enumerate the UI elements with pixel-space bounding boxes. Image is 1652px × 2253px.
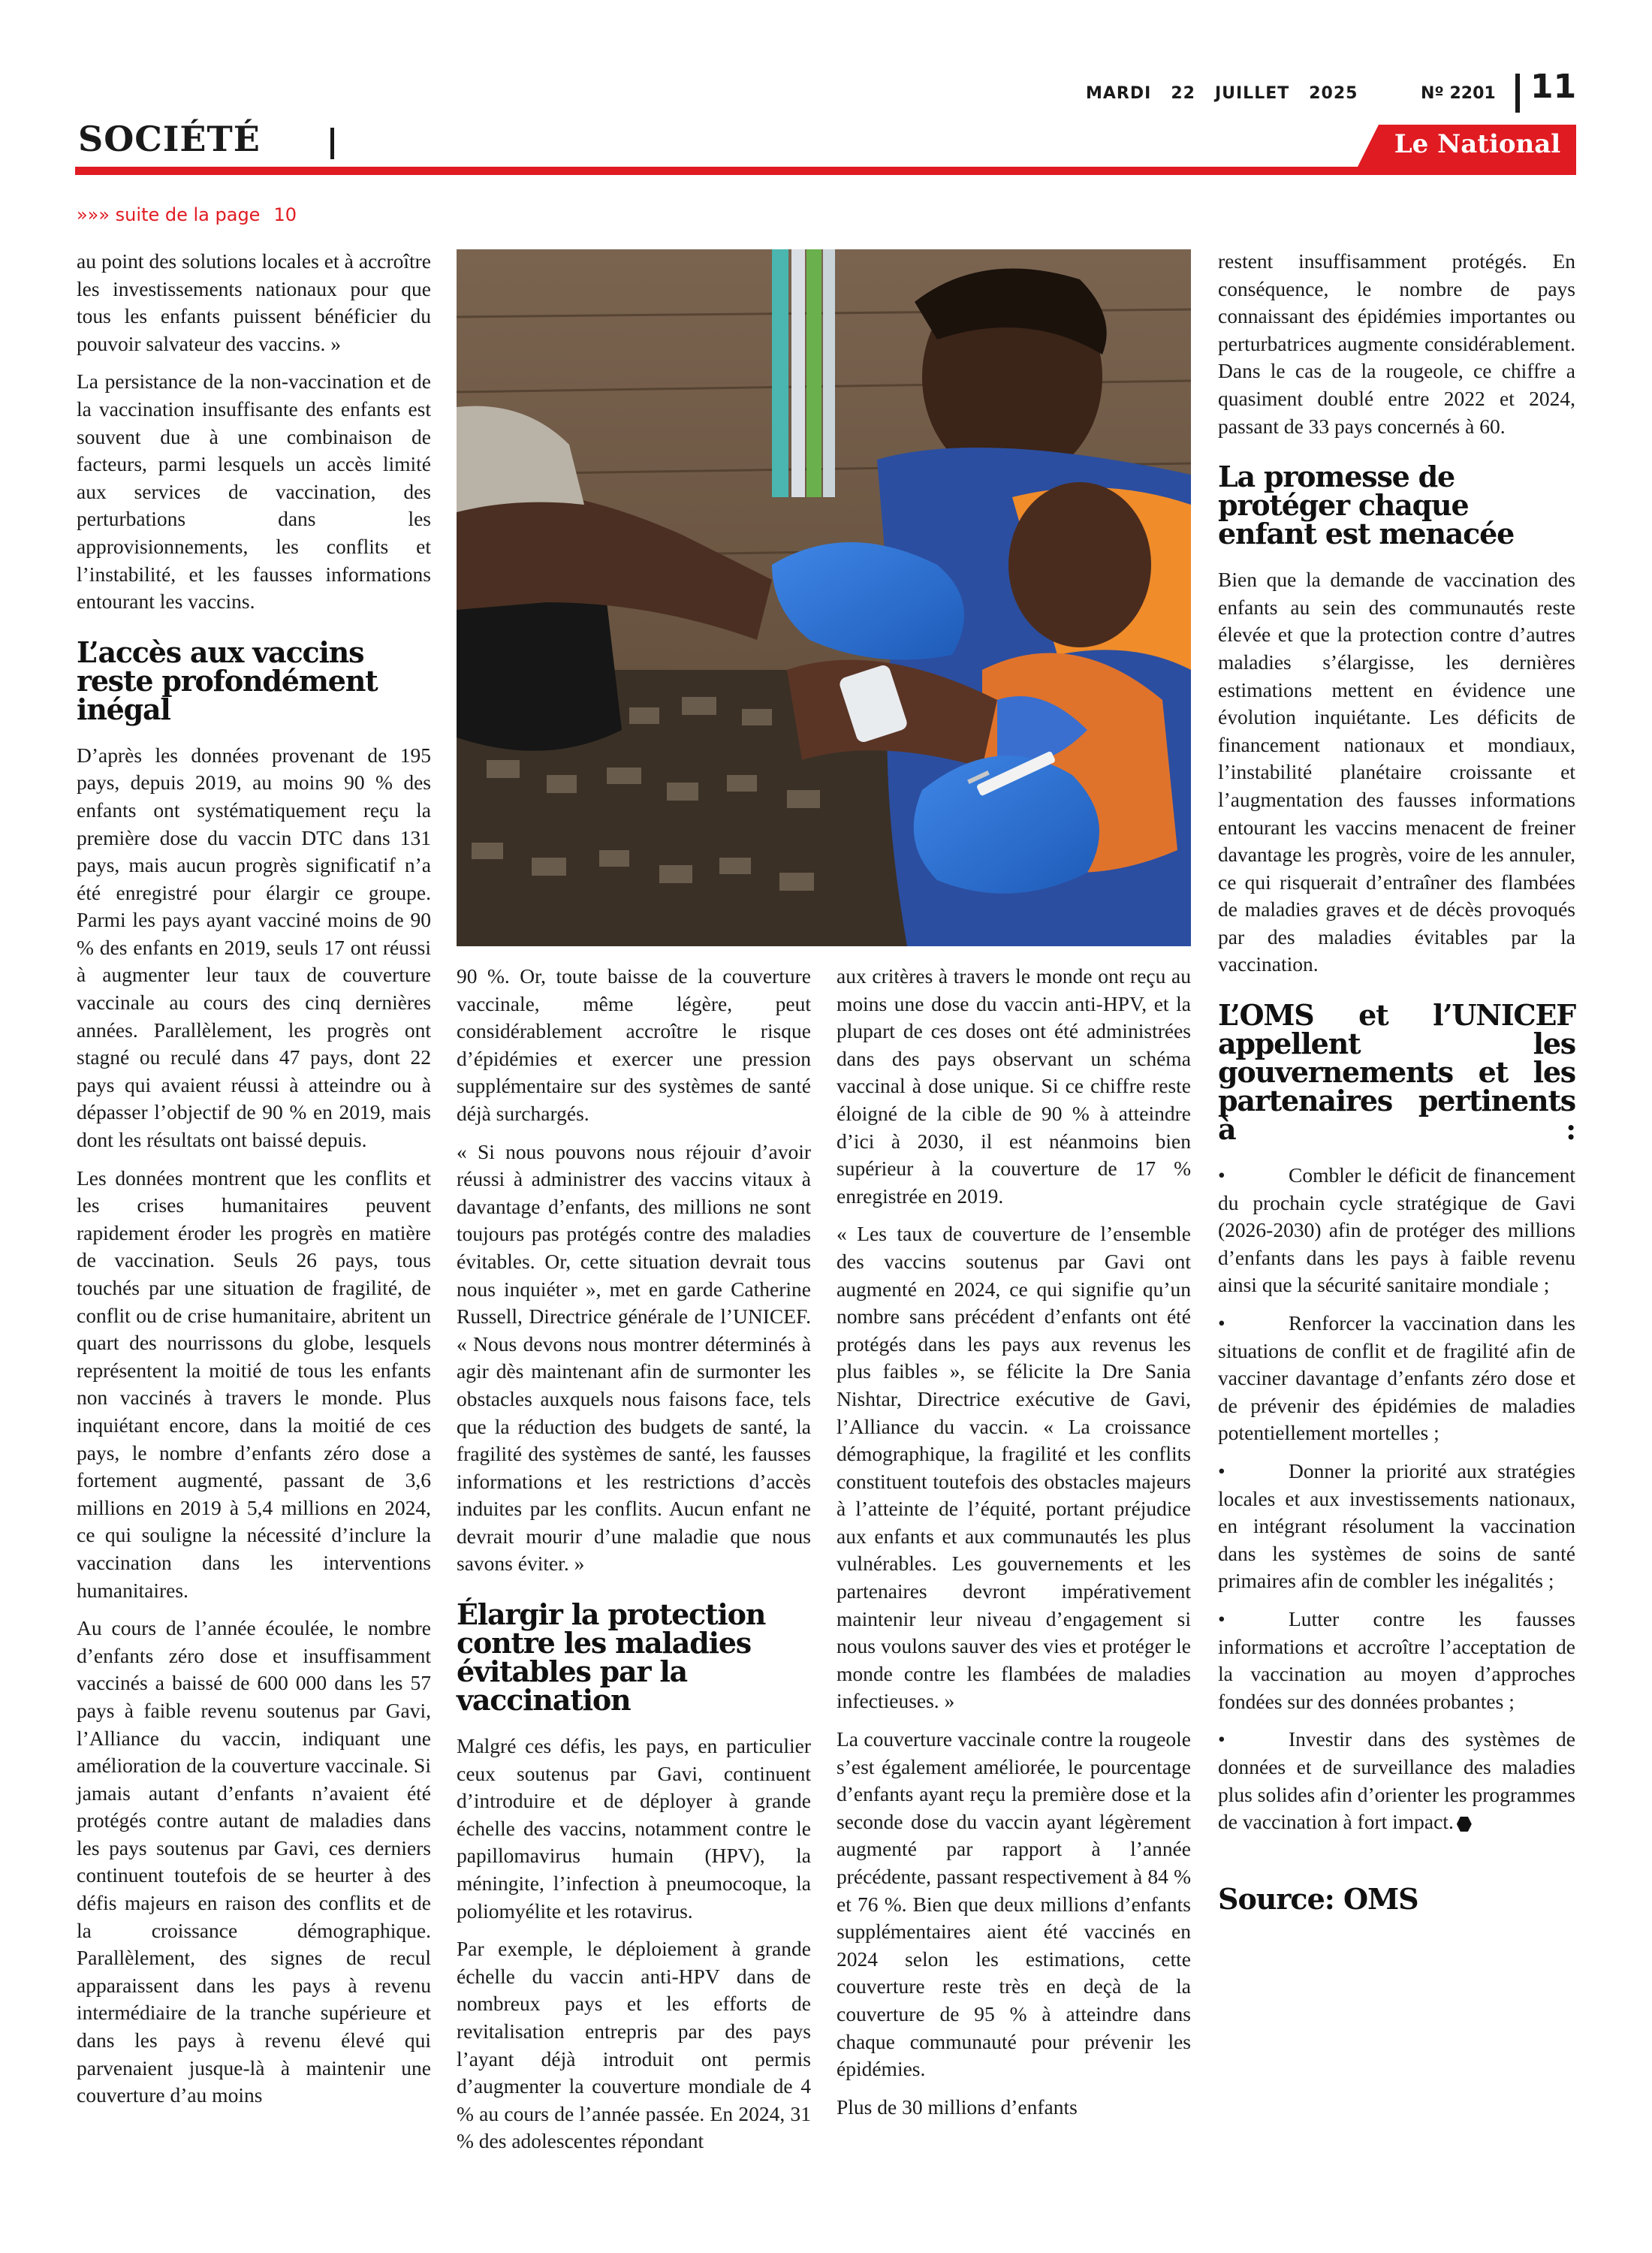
issue-number: Nº 2201 [1421,84,1496,103]
paragraph: Les données montrent que les conflits et les crises humanitaires peuvent rapidement éroder les progrès en matière de vaccination. Seuls 26 pays, tous touchés par une situation de fragilité, de conflit ou de crise humanitaire, abritent un quart des nourrissons du globe, lesquels représentent la moitié de tous les enfants non vaccinés à travers le monde. Plus inquiétant encore, dans la moitié de ces pays, le nombre d’enfants zéro dose a fortement augmenté, passant de 3,6 millions en 2019 à 5,4 millions en 2024, ce qui souligne la nécessité d’inclure la vaccination dans les interventions humanitaires. [77,1166,431,1602]
date-year: 2025 [1309,84,1358,103]
column-1 [77,248,431,2120]
column-4 [1218,248,1575,1916]
list-item-text: Combler le déficit de financement du prochain cycle stratégique de Gavi (2026-2030) afin de protéger des millions d’enfants dans les pays à faible revenu ainsi que la sécurité sanitaire mondiale ; [1218,1163,1575,1297]
paragraph: aux critères à travers le monde ont reçu au moins une dose du vaccin anti-HPV, et la plupart de ces doses ont été administrées dans des pays observant un schéma vaccinal à dose unique. Si ce chiffre reste éloigné de la cible de 90 % à atteindre d’ici à 2030, il est néanmoins bien supérieur à la couverture de 17 % enregistrée en 2019. [837,964,1191,1208]
list-item-text: Investir dans des systèmes de données et de surveillance des maladies plus solides afin d’orienter les programmes de vaccination à fort impact. [1218,1727,1575,1834]
article-photo [457,249,1191,946]
paragraph: La persistance de la non-vaccination et de la vaccination insuffisante des enfants est souvent due à une combinaison de facteurs, parmi lesquels un accès limité aux services de vaccination, des perturbations dans les approvisionnements, les conflits et l’instabilité, et les fausses informations entourant les vaccins. [77,369,431,614]
list-item-text: Lutter contre les fausses informations et accroître l’acceptation de la vaccination au moyen d’approches fondées sur des données probantes ; [1218,1606,1575,1713]
list-item-text: Donner la priorité aux stratégies locales et aux investissements nationaux, en intégrant résolument la vaccination dans les systèmes de soins de santé primaires afin de combler les inégalités ; [1218,1459,1575,1593]
paragraph: restent insuffisamment protégés. En conséquence, le nombre de pays connaissant des épidémies importantes ou perturbatrices augmente considérablement. Dans le cas de la rougeole, ce chiffre a quasiment doublé entre 2022 et 2024, passant de 33 pays concernés à 60. [1218,249,1575,438]
section-divider [330,128,334,159]
continued-label: »»» suite de la page [77,204,261,225]
subheading-oms-unicef-call: L’OMS et l’UNICEF appellent les gouvernements et les partenaires pertinents à : [1218,998,1575,1147]
vaccination-photo-illustration [457,249,1191,946]
paragraph: Malgré ces défis, les pays, en particulier ceux soutenus par Gavi, continuent d’introduire et de déployer à grande échelle des vaccins, notamment contre le papillomavirus humain (HPV), la méningite, l’infection à pneumocoque, la poliomyélite et les rotavirus. [457,1734,811,1923]
date-month: JUILLET [1214,84,1290,103]
date-number: 22 [1171,84,1195,103]
page-number-divider [1515,74,1520,113]
subheading-vaccine-access: L’accès aux vaccins reste profondément inégal [77,635,378,726]
paragraph: Par exemple, le déploiement à grande échelle du vaccin anti-HPV dans de nombreux pays et les efforts de revitalisation entrepris par des pays l’ayant déjà introduit ont permis d’augmenter la couverture mondiale de 4 % au cours de l’année passée. En 2024, 31 % des adolescentes répondant [457,1937,811,2153]
column-2 [457,963,811,2166]
continued-page: 10 [273,204,297,225]
bullet-icon: • [1218,1727,1225,1751]
bullet-icon: • [1218,1459,1225,1482]
page-number: 11 [1530,68,1577,106]
article-source: Source: OMS [1218,1881,1418,1916]
list-item [1218,1458,1575,1595]
paragraph: Bien que la demande de vaccination des enfants au sein des communautés reste élevée et que la protection contre d’autres maladies s’élargisse, les dernières estimations mettent en évidence une évolution inquiétante. Les déficits de financement nationaux et mondiaux, l’instabilité planétaire croissante et l’augmentation des fausses informations entourant les vaccins menacent de freiner davantage les progrès, voire de les annuler, ce qui risquerait d’entraîner des flambées de maladies graves et de décès provoqués par des maladies évitables par la vaccination. [1218,568,1575,976]
subheading-expand-protection: Élargir la protection contre les maladies évitables par la vaccination [457,1597,766,1718]
paragraph: Plus de 30 millions d’enfants [837,2095,1078,2119]
list-item [1218,1726,1575,1835]
list-item-text: Renforcer la vaccination dans les situations de conflit et de fragilité afin de vacciner davantage d’enfants zéro dose et de prévenir des épidémies de maladies potentiellement mortelles ; [1218,1311,1575,1445]
bullet-icon: • [1218,1311,1225,1335]
column-3 [837,963,1191,2131]
list-item [1218,1606,1575,1715]
paragraph: au point des solutions locales et à accroître les investissements nationaux pour que tous les enfants puissent bénéficier du pouvoir salvateur des vaccins. » [77,249,431,355]
subheading-promise-threatened: La promesse de protéger chaque enfant est menacée [1218,460,1515,551]
paragraph: La couverture vaccinale contre la rougeole s’est également améliorée, le pourcentage d’enfants ayant reçu la première dose et la seconde dose du vaccin ayant légèrement augmenté par rapport à l’année précédente, passant respectivement à 84 % et 76 %. Bien que deux millions d’enfants supplémentaires aient été vaccinés en 2024 selon les estimations, cette couverture reste très en deçà de la couverture de 95 % à atteindre dans chaque communauté pour prévenir les épidémies. [837,1727,1191,2081]
bullet-icon: • [1218,1606,1225,1630]
bullet-icon: • [1218,1163,1225,1187]
section-title: SOCIÉTÉ [78,119,261,159]
header-rule [75,167,1576,175]
paragraph: Au cours de l’année écoulée, le nombre d’enfants zéro dose et insuffisamment vaccinés a baissé de 600 000 dans les 57 pays à faible revenu soutenus par Gavi, l’Alliance du vaccin, indiquant une amélioration de la couverture vaccinale. Si jamais autant d’enfants n’avaient été protégés contre autant de maladies dans les pays soutenus par Gavi, ces derniers continuent toutefois de se heurter à des défis majeurs en raison des conflits et de la croissance démographique. Parallèlement, des signes de recul apparaissent dans les pays à revenu intermédiaire de la tranche supérieure et dans les pays à revenu élevé qui parvenaient jusque-là à maintenir une couverture d’au moins [77,1616,431,2107]
paragraph: « Les taux de couverture de l’ensemble des vaccins soutenus par Gavi ont augmenté en 2024, ce qui signifie qu’un nombre sans précédent d’enfants ont été protégés dans les pays aux revenus les plus faibles », se félicite la Dre Sania Nishtar, Directrice exécutive de Gavi, l’Alliance du vaccin. « La croissance démographique, la fragilité et les conflits constituent toutefois des obstacles majeurs à l’atteinte de l’équité, portant préjudice aux enfants et aux communautés les plus vulnérables. Les gouvernements et les partenaires devront impérativement maintenir leur niveau d’engagement si nous voulons sauver des vies et protéger le monde contre les flambées de maladies infectieuses. » [837,1222,1191,1713]
paragraph: D’après les données provenant de 195 pays, depuis 2019, au moins 90 % des enfants ont systématiquement reçu la première dose du vaccin DTC dans 131 pays, mais aucun progrès significatif n’a été enregistré pour élargir ce groupe. Parmi les pays ayant vacciné moins de 90 % des enfants en 2019, seuls 17 ont réussi à augmenter leur taux de couverture vaccinale au cours des cinq dernières années. Parallèlement, les progrès ont stagné ou reculé dans 47 pays, dont 22 pays qui avaient réussi à atteindre ou à dépasser l’objectif de 90 % en 2019, mais dont les résultats ont baissé depuis. [77,743,431,1152]
list-item [1218,1310,1575,1447]
paragraph: 90 %. Or, toute baisse de la couverture vaccinale, même légère, peut considérablement accroître le risque d’épidémies et exercer une pression supplémentaire sur des systèmes de santé déjà surchargés. [457,964,811,1125]
paragraph: « Si nous pouvons nous réjouir d’avoir réussi à administrer des vaccins vitaux à davantage d’enfants, des millions ne sont toujours pas protégés contre des maladies évitables. Or, cette situation devrait tous nous inquiéter », met en garde Catherine Russell, Directrice générale de l’UNICEF. « Nous devons nous montrer déterminés à agir dès maintenant afin de surmonter les obstacles auxquels nous faisons face, tels que la réduction des budgets de santé, la fragilité des systèmes de santé, les fausses informations et les restrictions d’accès induites par les conflits. Aucun enfant ne devrait mourir d’une maladie que nous savons éviter. » [457,1139,811,1576]
list-item [1218,1162,1575,1299]
date-day: MARDI [1086,84,1152,103]
newspaper-name: Le National [1394,129,1561,159]
end-of-article-icon [1457,1817,1472,1832]
continued-from-link[interactable] [77,204,297,225]
dateline [1086,84,1377,103]
